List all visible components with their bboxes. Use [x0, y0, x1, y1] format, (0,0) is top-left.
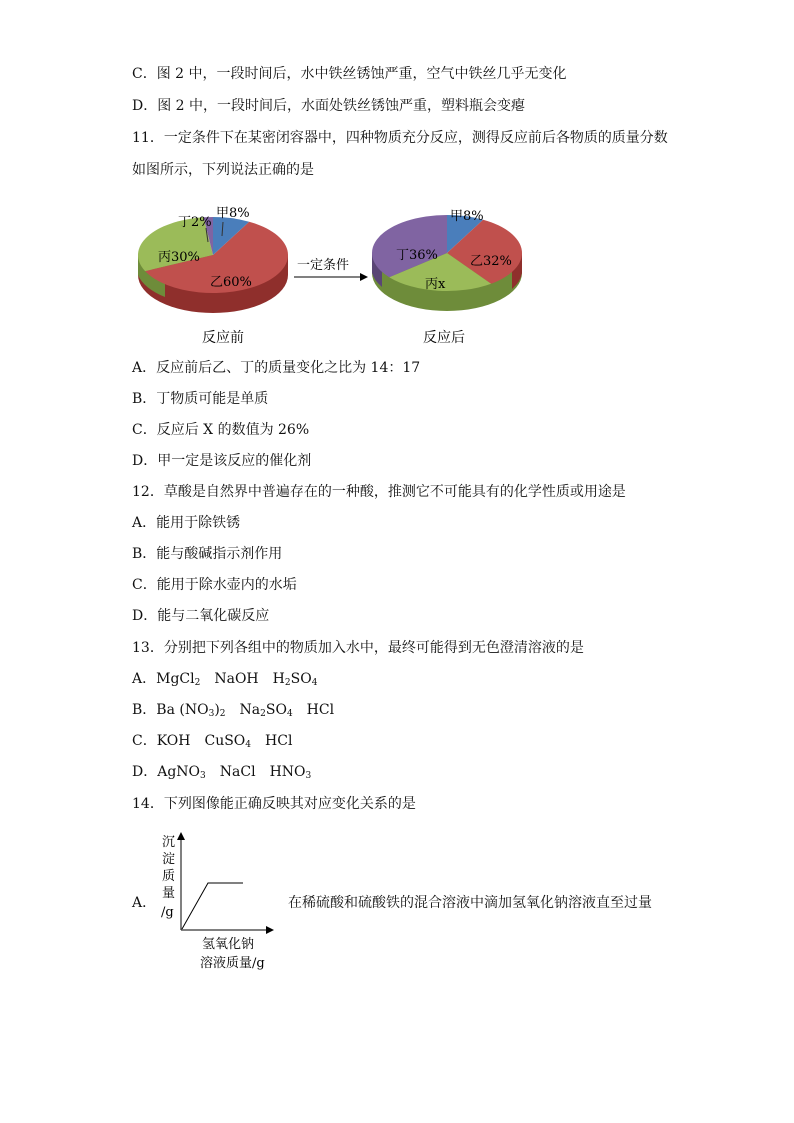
q11-stem-line2: 如图所示，下列说法正确的是	[132, 162, 314, 178]
xlabel-line1: 氢氧化钠	[202, 937, 255, 952]
q11-option-d: D．甲一定是该反应的催化剂	[132, 453, 312, 469]
q13-option-b: B．Ba $(NO_3)_2$ $Na_2SO_4$ HCl	[132, 702, 335, 719]
arrow-label: 一定条件	[297, 258, 350, 273]
q11-option-a: A．反应前后乙、丁的质量变化之比为 14：17	[132, 360, 421, 376]
ylabel-char-1: 沉	[162, 835, 176, 850]
ylabel-unit: /g	[161, 905, 174, 920]
pie-before	[138, 206, 288, 346]
q14-option-a-text: 在稀硫酸和硫酸铁的混合溶液中滴加氢氧化钠溶液直至过量	[288, 895, 652, 911]
q14-stem: 14．下列图像能正确反映其对应变化关系的是	[132, 796, 416, 812]
label-jia-after: 甲8%	[450, 209, 484, 224]
q11-stem-line1: 11．一定条件下在某密闭容器中，四种物质充分反应，测得反应前后各物质的质量分数	[132, 130, 668, 146]
q12-option-d: D．能与二氧化碳反应	[132, 608, 270, 624]
q13-stem: 13．分别把下列各组中的物质加入水中，最终可能得到无色澄清溶液的是	[132, 640, 584, 656]
label-yi-before: 乙60%	[210, 275, 252, 290]
q14-graph-a	[158, 830, 288, 975]
q11-option-c: C．反应后 X 的数值为 26%	[132, 422, 310, 438]
ylabel-char-2: 淀	[162, 852, 176, 867]
label-jia-before: 甲8%	[216, 206, 250, 221]
option-c-prev: C．图 2 中，一段时间后，水中铁丝锈蚀严重，空气中铁丝几乎无变化	[132, 66, 567, 82]
xlabel-line2: 溶液质量/g	[200, 956, 265, 971]
label-ding-before: 丁2%	[178, 215, 212, 230]
caption-after: 反应后	[423, 330, 465, 346]
label-bing-before: 丙30%	[158, 250, 200, 265]
label-bing-after: 丙x	[425, 277, 446, 292]
q13-d-prefix: D．	[132, 764, 158, 780]
graph-line	[182, 883, 243, 929]
q13-c-tail: HCl	[251, 733, 293, 749]
label-ding-after: 丁36%	[396, 248, 438, 263]
q11-option-b: B．丁物质可能是单质	[132, 391, 269, 407]
q12-option-c: C．能用于除水壶内的水垢	[132, 577, 297, 593]
q13-option-d: D．AgNO$_3$ NaCl $HNO_3$	[132, 764, 312, 781]
option-d-prev: D．图 2 中，一段时间后，水面处铁丝锈蚀严重，塑料瓶会变瘪	[132, 98, 526, 114]
q13-option-a: A．MgCl$_2$ NaOH $H_2SO_4$	[132, 671, 318, 688]
q11-pie-figure	[120, 195, 540, 355]
q13-c-prefix: C．	[132, 733, 157, 749]
q13-option-c: C．KOH CuSO$_4$ HCl	[132, 733, 293, 750]
q13-d-tail: NaCl HNO	[205, 764, 306, 780]
q13-c-text: KOH CuSO	[156, 733, 246, 749]
q12-option-b: B．能与酸碱指示剂作用	[132, 546, 283, 562]
q12-option-a: A．能用于除铁锈	[132, 515, 241, 531]
q13-b-prefix: B．	[132, 702, 157, 718]
label-yi-after: 乙32%	[470, 254, 512, 269]
pie-after	[372, 209, 522, 346]
reaction-arrow	[294, 258, 368, 281]
q14-option-a-label: A．	[132, 895, 157, 911]
q13-d-text: AgNO	[157, 764, 201, 780]
q12-stem: 12．草酸是自然界中普遍存在的一种酸，推测它不可能具有的化学性质或用途是	[132, 484, 626, 500]
q13-a-prefix: A．	[132, 671, 157, 687]
ylabel-char-4: 量	[162, 886, 176, 901]
ylabel-char-3: 质	[162, 869, 176, 884]
caption-before: 反应前	[202, 330, 244, 346]
